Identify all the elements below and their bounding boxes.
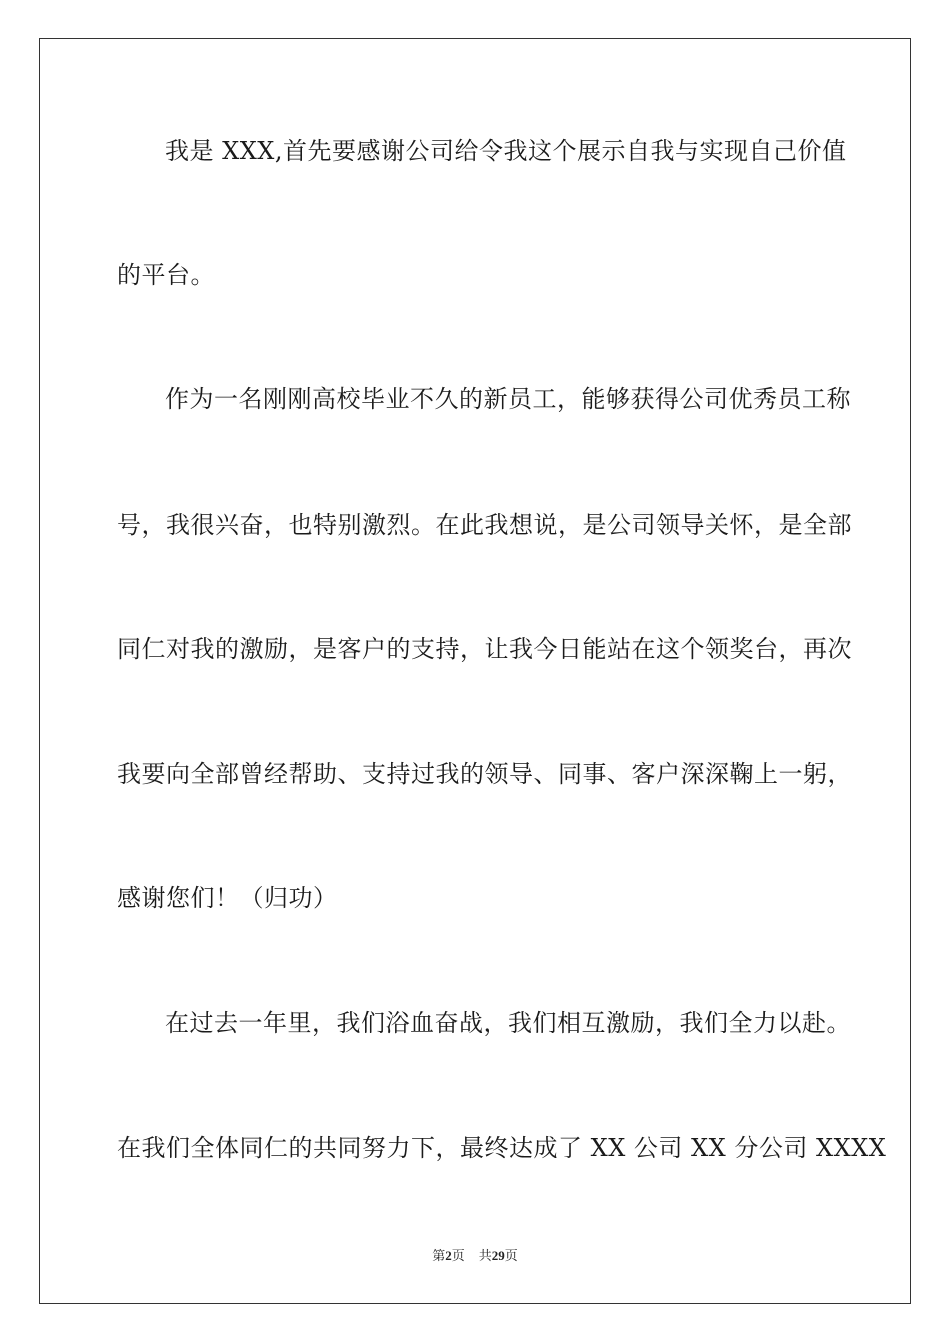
footer-page-prefix: 第: [432, 1249, 446, 1264]
paragraph-2-line-1: 作为一名刚刚高校毕业不久的新员工，能够获得公司优秀员工称: [165, 385, 851, 413]
footer-total-suffix: 页: [504, 1249, 518, 1264]
footer-total-prefix: 共: [478, 1249, 492, 1264]
paragraph-2-line-3: 同仁对我的激励，是客户的支持，让我今日能站在这个领奖台，再次: [117, 635, 852, 663]
paragraph-1-line-2: 的平台。: [117, 261, 215, 289]
paragraph-3-line-1: 在过去一年里，我们浴血奋战，我们相互激励，我们全力以赴。: [165, 1009, 851, 1037]
page-footer: [0, 1247, 950, 1266]
footer-page-suffix: 页: [451, 1249, 465, 1264]
paragraph-1-line-1: 我是 XXX,首先要感谢公司给令我这个展示自我与实现自己价值: [165, 137, 847, 165]
footer-total-pages: 29: [491, 1248, 505, 1263]
page-border: [39, 38, 911, 1304]
paragraph-2-line-5: 感谢您们！（归功）: [117, 884, 338, 912]
paragraph-2-line-2: 号，我很兴奋，也特别激烈。在此我想说，是公司领导关怀，是全部: [117, 511, 852, 539]
paragraph-3-line-2: 在我们全体同仁的共同努力下，最终达成了 XX 公司 XX 分公司 XXXX: [117, 1134, 887, 1162]
paragraph-2-line-4: 我要向全部曾经帮助、支持过我的领导、同事、客户深深鞠上一躬，: [117, 760, 852, 788]
footer-page-number: 2: [445, 1248, 452, 1263]
